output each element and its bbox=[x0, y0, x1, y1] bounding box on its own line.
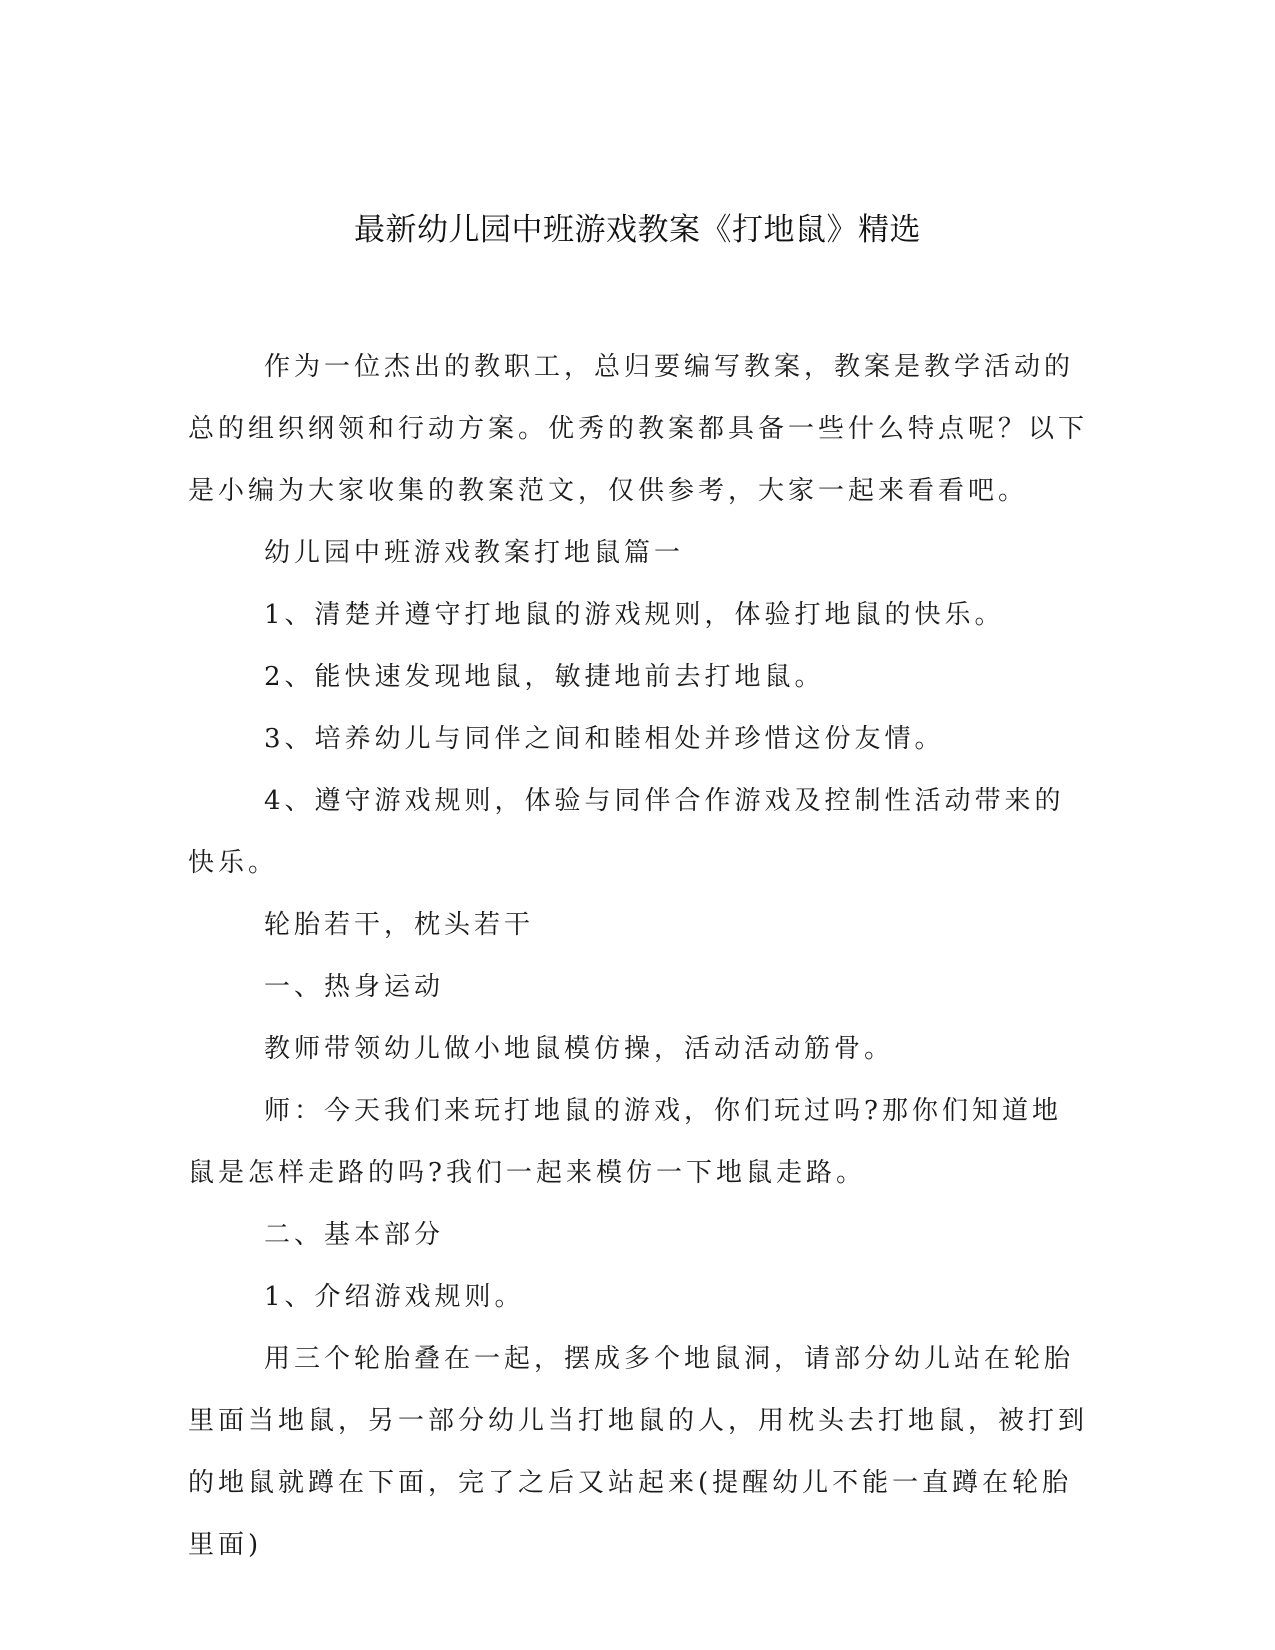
warmup-paragraph: 教师带领幼儿做小地鼠模仿操，活动活动筋骨。 bbox=[264, 1034, 895, 1064]
document-title: 最新幼儿园中班游戏教案《打地鼠》精选 bbox=[354, 212, 921, 248]
objective-3: 3、培养幼儿与同伴之间和睦相处并珍惜这份友情。 bbox=[264, 724, 945, 754]
section-heading: 幼儿园中班游戏教案打地鼠篇一 bbox=[264, 538, 685, 568]
teacher-dialogue-paragraph: 师：今天我们来玩打地鼠的游戏，你们玩过吗?那你们知道地鼠是怎样走路的吗?我们一起来模仿一下地鼠走路。 bbox=[188, 1096, 1062, 1188]
objective-4: 4、遵守游戏规则，体验与同伴合作游戏及控制性活动带来的快乐。 bbox=[188, 786, 1065, 878]
objective-1: 1、清楚并遵守打地鼠的游戏规则，体验打地鼠的快乐。 bbox=[264, 600, 1005, 630]
intro-paragraph: 作为一位杰出的教职工，总归要编写教案，教案是教学活动的总的组织纲领和行动方案。优秀的教案都具备一些什么特点呢？以下是小编为大家收集的教案范文，仅供参考，大家一起来看看吧。 bbox=[188, 352, 1089, 506]
rules-heading: 1、介绍游戏规则。 bbox=[264, 1282, 525, 1312]
document-body bbox=[188, 336, 1088, 1576]
objective-2: 2、能快速发现地鼠，敏捷地前去打地鼠。 bbox=[264, 662, 825, 692]
step-heading-warmup: 一、热身运动 bbox=[264, 972, 445, 1002]
step-heading-basic: 二、基本部分 bbox=[264, 1220, 445, 1250]
rules-paragraph: 用三个轮胎叠在一起，摆成多个地鼠洞，请部分幼儿站在轮胎里面当地鼠，另一部分幼儿当打地鼠的人，用枕头去打地鼠，被打到的地鼠就蹲在下面，完了之后又站起来(提醒幼儿不能一直蹲在轮胎里面) bbox=[188, 1344, 1089, 1560]
materials-paragraph: 轮胎若干，枕头若干 bbox=[264, 910, 535, 940]
